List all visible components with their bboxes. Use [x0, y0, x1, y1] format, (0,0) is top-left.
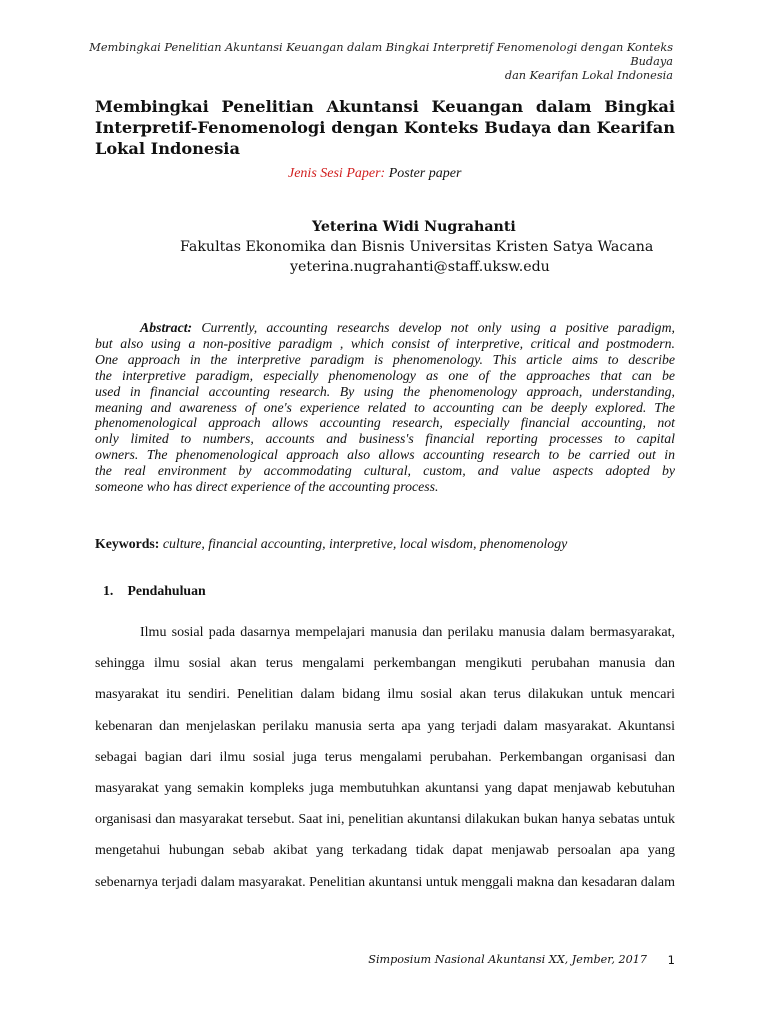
abstract-line: but also using a non-positive paradigm , which consist of interpretive, critical and postmodern. — [95, 335, 675, 351]
session-type-label: Jenis Sesi Paper: — [288, 166, 386, 181]
page-number: 1 — [667, 953, 675, 967]
body-paragraph — [95, 617, 675, 898]
body-line: kebenaran dan menjelaskan perilaku manusia serta apa yang terjadi dalam masyarakat. Akuntansi — [95, 718, 675, 734]
abstract-line: the real environment by accommodating cultural, custom, and value aspects adopted by — [95, 463, 675, 479]
title-line: Interpretif-Fenomenologi dengan Konteks Budaya dan Kearifan — [95, 118, 675, 137]
abstract-line — [95, 320, 675, 336]
keywords-label: Keywords: — [95, 536, 160, 551]
running-header — [73, 41, 673, 83]
session-type-value: Poster paper — [388, 166, 462, 181]
body-line: sebenarnya terjadi dalam masyarakat. Penelitian akuntansi untuk menggali makna dan kesadaran dalam — [95, 874, 676, 890]
title-line: Lokal Indonesia — [95, 139, 240, 158]
section-heading — [103, 583, 206, 599]
abstract-line: One approach in the interpretive paradigm is phenomenology. This article aims to describe — [95, 351, 675, 367]
abstract-line: owners. The phenomenological approach also allows accounting research to be carried out in — [95, 447, 675, 463]
body-line: Ilmu sosial pada dasarnya mempelajari manusia dan perilaku manusia dalam bermasyarakat, — [140, 625, 675, 640]
section-title: Pendahuluan — [127, 583, 206, 598]
abstract — [95, 320, 675, 495]
body-line: sebagai bagian dari ilmu sosial juga terus mengalami perubahan. Perkembangan organisasi dan — [95, 749, 675, 765]
body-line: masyarakat yang semakin kompleks juga membutuhkan akuntansi yang dapat menjawab kebutuhan — [95, 781, 675, 797]
author-email: yeterina.nugrahanti@staff.uksw.edu — [290, 259, 550, 275]
keywords — [95, 536, 675, 552]
abstract-line-text: Currently, accounting researchs develop not only using a positive paradigm, — [201, 320, 675, 335]
title-line: Membingkai Penelitian Akuntansi Keuangan dalam Bingkai — [95, 97, 675, 116]
abstract-line: someone who has direct experience of the accounting process. — [95, 479, 439, 495]
keywords-value: culture, financial accounting, interpretive, local wisdom, phenomenology — [162, 536, 568, 551]
body-line: sehingga ilmu sosial akan terus mengalami perkembangan mengikuti perubahan manusia dan — [95, 656, 675, 672]
body-line: masyarakat itu sendiri. Penelitian dalam bidang ilmu sosial akan terus dilakukan untuk mencari — [95, 687, 675, 703]
author-affiliation: Fakultas Ekonomika dan Bisnis Universitas Kristen Satya Wacana — [180, 239, 654, 255]
abstract-line: the interpretive paradigm, especially phenomenology as one of the approaches that can be — [95, 367, 675, 383]
running-header-line: dan Kearifan Lokal Indonesia — [504, 69, 673, 82]
body-line: organisasi dan masyarakat tersebut. Saat ini, penelitian akuntansi dilakukan bukan hanya sebatas untuk — [95, 812, 675, 828]
session-type — [288, 166, 461, 182]
abstract-label: Abstract: — [140, 320, 193, 335]
paper-title — [95, 96, 675, 159]
abstract-line: only limited to numbers, accounts and business's financial reporting processes to capital — [95, 431, 675, 447]
body-line: mengetahui hubungan sebab akibat yang terkadang tidak dapat menjawab persoalan apa yang — [95, 843, 675, 859]
running-header-line: Membingkai Penelitian Akuntansi Keuangan dalam Bingkai Interpretif Fenomenologi dengan Konteks Budaya — [89, 41, 673, 68]
abstract-line: phenomenological approach allows accounting research, especially financial accounting, not — [95, 415, 675, 431]
section-number: 1. — [103, 583, 114, 598]
abstract-line: meaning and awareness of one's experience related to accounting can be deeply explored. The — [95, 399, 675, 415]
abstract-line: used in financial accounting research. By using the phenomenology approach, understanding, — [95, 383, 675, 399]
author-name: Yeterina Widi Nugrahanti — [312, 219, 516, 235]
footer-text: Simposium Nasional Akuntansi XX, Jember, 2017 — [368, 953, 647, 966]
